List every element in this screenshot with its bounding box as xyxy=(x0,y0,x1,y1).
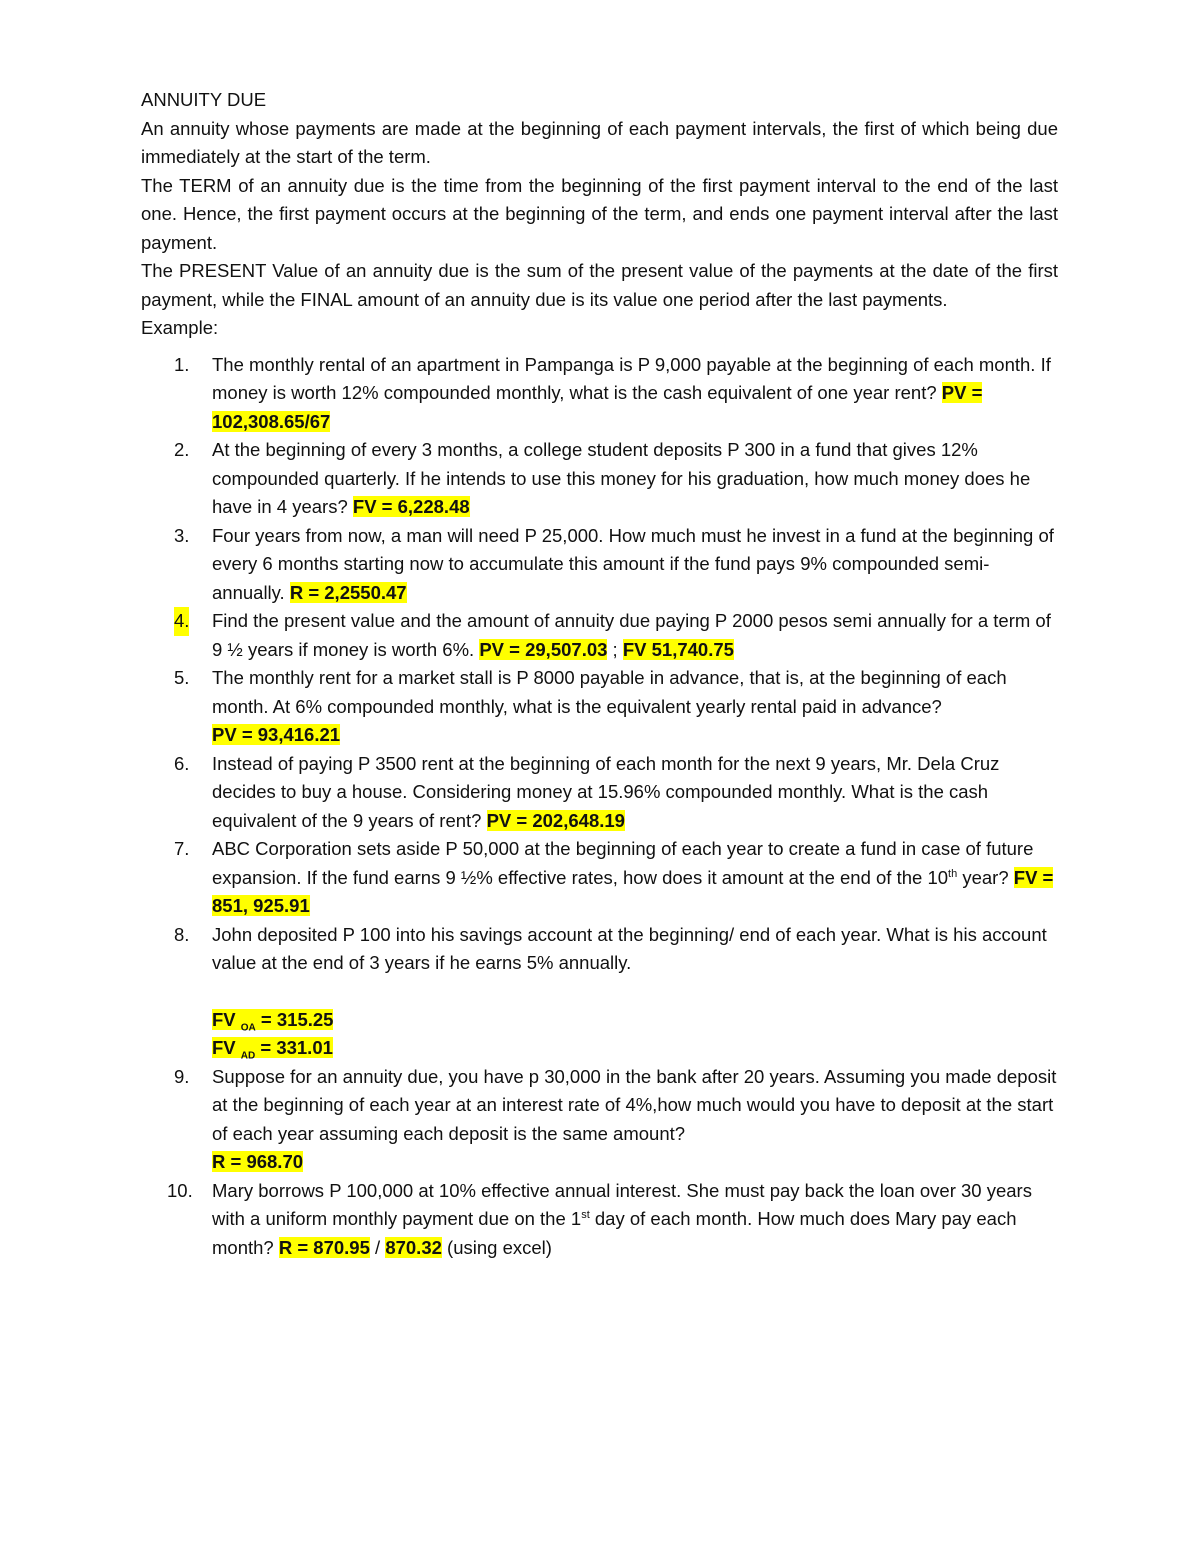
example-text: Instead of paying P 3500 rent at the beginning of each month for the next 9 years, Mr. Dela Cruz decides to buy a house. Considering money at 15.96% compounded monthly. What is the cash equivalent of the 9 years of rent? xyxy=(212,752,1000,831)
example-number: 8. xyxy=(174,923,190,945)
example-item-9 xyxy=(141,1063,1058,1177)
example-number: 4. xyxy=(174,607,189,636)
example-number: 2. xyxy=(174,439,190,460)
answer-fv-oa xyxy=(212,1008,334,1034)
answer-prefix: FV xyxy=(212,1008,236,1030)
example-number: 5. xyxy=(174,667,190,688)
answer-highlight: PV = 102,308.65/67 xyxy=(212,382,983,432)
example-text: ABC Corporation sets aside P 50,000 at the beginning of each year to create a fund in case of future expansion. If the fund earns 9 ½% effective rates, how does it amount at the end of the 10 xyxy=(212,838,1034,888)
example-number: 7. xyxy=(174,838,190,859)
answer-highlight: PV = 93,416.21 xyxy=(212,724,341,745)
example-text: Mary borrows P 100,000 at 10% effective annual interest. She must pay back the loan over 30 years with a uniform monthly payment due on the 1 xyxy=(212,1179,1032,1229)
ordinal-suffix: st xyxy=(581,1208,590,1221)
answer-highlight: R = 968.70 xyxy=(212,1151,304,1172)
answer-separator: / xyxy=(369,1236,386,1258)
answer-subscript: OA xyxy=(240,1022,256,1034)
example-item-8 xyxy=(141,921,1058,1063)
example-item-2 xyxy=(141,436,1058,522)
example-item-10 xyxy=(141,1177,1058,1263)
example-text: At the beginning of every 3 months, a college student deposits P 300 in a fund that gives 12% compounded quarterly. If he intends to use this money for his graduation, how much money does he have in 4 years? xyxy=(212,439,1031,517)
example-item-3 xyxy=(141,522,1058,608)
answer-highlight-2: FV 51,740.75 xyxy=(622,638,734,660)
document-page xyxy=(141,86,1058,1262)
answer-note: (using excel) xyxy=(441,1236,552,1258)
answer-subscript: AD xyxy=(240,1050,256,1062)
answer-highlight: PV = 29,507.03 xyxy=(479,638,608,660)
answer-highlight: FV = 6,228.48 xyxy=(352,496,470,517)
page-title: ANNUITY DUE xyxy=(141,89,267,110)
answer-value: = 331.01 xyxy=(255,1037,333,1058)
answer-fv-ad xyxy=(212,1037,333,1062)
example-text: Suppose for an annuity due, you have p 30,000 in the bank after 20 years. Assuming you made deposit at the beginning of each year at an interest rate of 4%,how much would you have to deposit at the start of each year assuming each deposit is the same amount? xyxy=(212,1065,1057,1144)
answer-highlight: R = 2,2550.47 xyxy=(289,581,407,603)
example-number: 10. xyxy=(167,1179,193,1201)
example-item-1 xyxy=(141,351,1058,437)
answer-highlight: FV = 851, 925.91 xyxy=(212,866,1054,916)
example-text: The monthly rent for a market stall is P 8000 payable in advance, that is, at the beginning of each month. At 6% compounded monthly, what is the equivalent yearly rental paid in advance? xyxy=(212,667,1007,717)
example-number: 1. xyxy=(174,353,190,375)
example-text-end: year? xyxy=(957,866,1009,888)
answer-highlight: R = 870.95 xyxy=(278,1236,370,1258)
present-value-paragraph: The PRESENT Value of an annuity due is the sum of the present value of the payments at the date of the first payment, while the FINAL amount of an annuity due is its value one period after the last payments. xyxy=(141,260,1058,310)
answer-prefix: FV xyxy=(212,1037,236,1058)
example-text: John deposited P 100 into his savings account at the beginning/ end of each year. What is his account value at the end of 3 years if he earns 5% annually. xyxy=(212,923,1047,973)
examples-list xyxy=(141,351,1058,1263)
example-text: The monthly rental of an apartment in Pampanga is P 9,000 payable at the beginning of each month. If money is worth 12% compounded monthly, what is the cash equivalent of one year rent? xyxy=(212,353,1051,403)
example-number: 9. xyxy=(174,1065,190,1087)
example-item-4 xyxy=(141,607,1058,664)
example-item-5 xyxy=(141,664,1058,750)
example-label: Example: xyxy=(141,317,219,338)
example-text: Find the present value and the amount of annuity due paying P 2000 pesos semi annually for a term of 9 ½ years if money is worth 6%. xyxy=(212,610,1051,660)
answer-highlight-2: 870.32 xyxy=(385,1236,442,1258)
answer-highlight: PV = 202,648.19 xyxy=(486,809,625,831)
example-text-end: day of each month. How much does Mary pay each month? xyxy=(212,1208,1017,1258)
example-text: Four years from now, a man will need P 25,000. How much must he invest in a fund at the beginning of every 6 months starting now to accumulate this amount if the fund pays 9% compounded semi-annually. xyxy=(212,524,1054,603)
term-paragraph: The TERM of an annuity due is the time from the beginning of the first payment interval to the end of the last one. Hence, the first payment occurs at the beginning of the term, and ends one payment interval after the last payment. xyxy=(141,174,1058,253)
example-number: 6. xyxy=(174,752,190,774)
example-item-7 xyxy=(141,835,1058,921)
intro-paragraph: An annuity whose payments are made at the beginning of each payment intervals, the first of which being due immediately at the start of the term. xyxy=(141,117,1058,167)
answer-value: = 315.25 xyxy=(255,1008,334,1030)
ordinal-suffix: th xyxy=(948,867,958,880)
example-item-6 xyxy=(141,750,1058,836)
answer-separator: ; xyxy=(607,638,623,660)
example-number: 3. xyxy=(174,524,190,546)
